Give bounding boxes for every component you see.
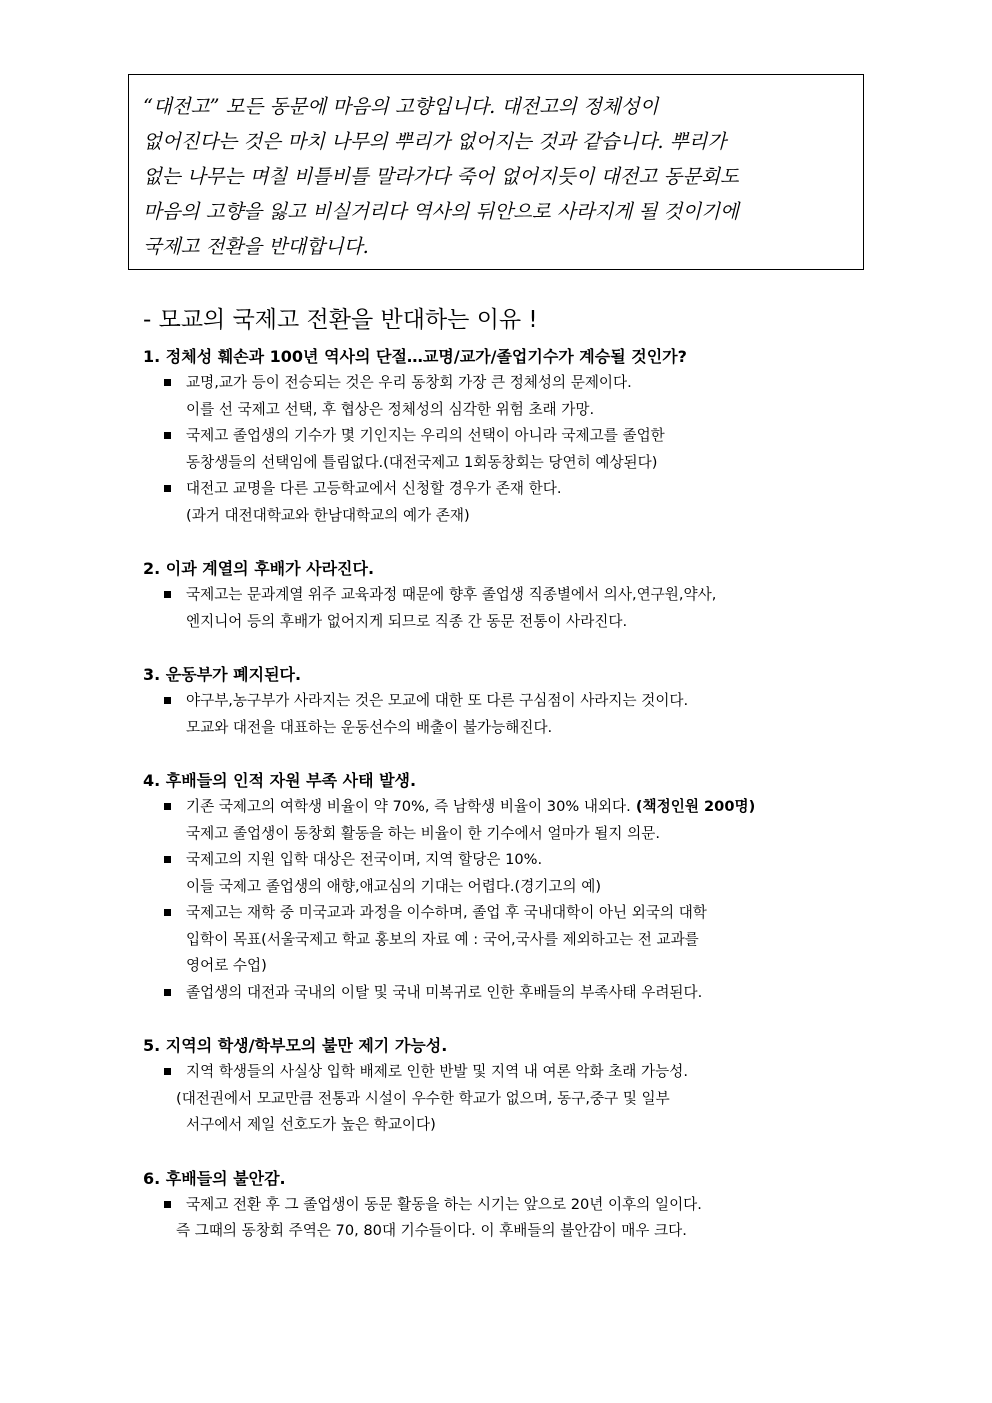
bullet-icon [164, 1068, 171, 1075]
reason-heading: 3. 운동부가 폐지된다. [143, 665, 302, 684]
item-line: 대전고 교명을 다른 고등학교에서 신청할 경우가 존재 한다. [186, 480, 562, 497]
list-item [143, 1192, 883, 1245]
item-line: 국제고는 재학 중 미국교과 과정을 이수하며, 졸업 후 국내대학이 아닌 외국의 대학 [186, 904, 707, 921]
list-item [143, 688, 883, 741]
item-line: 서구에서 제일 선호도가 높은 학교이다) [186, 1116, 436, 1133]
quote-box [128, 74, 864, 270]
item-line: 동창생들의 선택임에 틀림없다.(대전국제고 1회동창회는 당연히 예상된다) [186, 453, 658, 471]
bullet-icon [164, 856, 171, 863]
item-line: (과거 대전대학교와 한남대학교의 예가 존재) [186, 506, 470, 524]
item-line: 국제고의 지원 입학 대상은 전국이며, 지역 할당은 10%. [186, 851, 543, 868]
item-line: 즉 그때의 동창회 주역은 70, 80대 기수들이다. 이 후배들의 불안감이 매우 크다. [176, 1222, 687, 1239]
bullet-icon [164, 591, 171, 598]
spacer [143, 635, 883, 662]
bullet-icon [164, 1201, 171, 1208]
list-item [143, 423, 883, 476]
bullet-icon [164, 697, 171, 704]
item-line: 국제고 졸업생의 기수가 몇 기인지는 우리의 선택이 아니라 국제고를 졸업한 [186, 427, 665, 444]
item-line: 이를 선 국제고 선택, 후 협상은 정체성의 심각한 위험 초래 가망. [186, 400, 595, 418]
item-line: 교명,교가 등이 전승되는 것은 우리 동창회 가장 큰 정체성의 문제이다. [186, 374, 632, 391]
quote-line: 국제고 전환을 반대합니다. [143, 235, 369, 258]
reason-heading: 4. 후배들의 인적 자원 부족 사태 발생. [143, 771, 417, 790]
item-line: 엔지니어 등의 후배가 없어지게 되므로 직종 간 동문 전통이 사라진다. [186, 612, 628, 630]
bullet-icon [164, 432, 171, 439]
item-line: 졸업생의 대전과 국내의 이탈 및 국내 미복귀로 인한 후배들의 부족사태 우려된다. [186, 983, 703, 1001]
list-item [143, 900, 883, 980]
list-item [143, 370, 883, 423]
reasons-list [143, 344, 883, 1245]
bullet-icon [164, 989, 171, 996]
reason-heading: 6. 후배들의 불안감. [143, 1168, 286, 1188]
bullet-icon [164, 909, 171, 916]
item-line [186, 794, 883, 821]
item-line: 입학이 목표(서울국제고 학교 홍보의 자료 예 : 국어,국사를 제외하고는 전 교과를 [186, 930, 699, 948]
bullet-icon [164, 379, 171, 386]
bullet-icon [164, 803, 171, 810]
quote-line: 없어진다는 것은 마치 나무의 뿌리가 없어지는 것과 같습니다. 뿌리가 [143, 130, 727, 153]
spacer [143, 1139, 883, 1166]
reason-heading: 2. 이과 계열의 후배가 사라진다. [143, 559, 375, 578]
spacer [143, 529, 883, 556]
item-text: 기존 국제고의 여학생 비율이 약 70%, 즉 남학생 비율이 30% 내외다. [186, 798, 631, 815]
quote-line: “대전고” 모든 동문에 마음의 고향입니다. 대전고의 정체성이 [143, 95, 659, 118]
item-line: 지역 학생들의 사실상 입학 배제로 인한 반발 및 지역 내 여론 악화 초래 가능성. [186, 1063, 688, 1080]
list-item [143, 1059, 883, 1139]
list-item [143, 794, 883, 847]
list-item [143, 582, 883, 635]
item-line: 국제고 전환 후 그 졸업생이 동문 활동을 하는 시기는 앞으로 20년 이후의 일이다. [186, 1195, 702, 1213]
item-line: 국제고 졸업생이 동창회 활동을 하는 비율이 한 기수에서 얼마가 될지 의문. [186, 824, 660, 842]
bullet-icon [164, 485, 171, 492]
item-line: 국제고는 문과계열 위주 교육과정 때문에 향후 졸업생 직종별에서 의사,연구원,약사, [186, 586, 717, 603]
list-item [143, 847, 883, 900]
item-line: (대전권에서 모교만큼 전통과 시설이 우수한 학교가 없으며, 동구,중구 및 일부 [176, 1089, 670, 1107]
quota-note: (책정인원 200명) [630, 798, 756, 815]
spacer [143, 741, 883, 768]
quote-line: 마음의 고향을 잃고 비실거리다 역사의 뒤안으로 사라지게 될 것이기에 [143, 200, 739, 223]
reason-heading: 1. 정체성 훼손과 100년 역사의 단절…교명/교가/졸업기수가 계승될 것인가? [143, 347, 687, 366]
list-item [143, 476, 883, 529]
quote-line: 없는 나무는 며칠 비틀비틀 말라가다 죽어 없어지듯이 대전고 동문회도 [143, 165, 739, 188]
reason-heading: 5. 지역의 학생/학부모의 불만 제기 가능성. [143, 1036, 448, 1055]
item-line: 야구부,농구부가 사라지는 것은 모교에 대한 또 다른 구심점이 사라지는 것이다. [186, 692, 689, 709]
spacer [143, 1006, 883, 1033]
item-line: 영어로 수업) [186, 957, 267, 974]
item-line: 이들 국제고 졸업생의 애향,애교심의 기대는 어렵다.(경기고의 예) [186, 877, 602, 895]
item-line: 모교와 대전을 대표하는 운동선수의 배출이 불가능해진다. [186, 718, 553, 736]
list-item [143, 980, 883, 1007]
section-title: - 모교의 국제고 전환을 반대하는 이유 ! [143, 307, 538, 333]
